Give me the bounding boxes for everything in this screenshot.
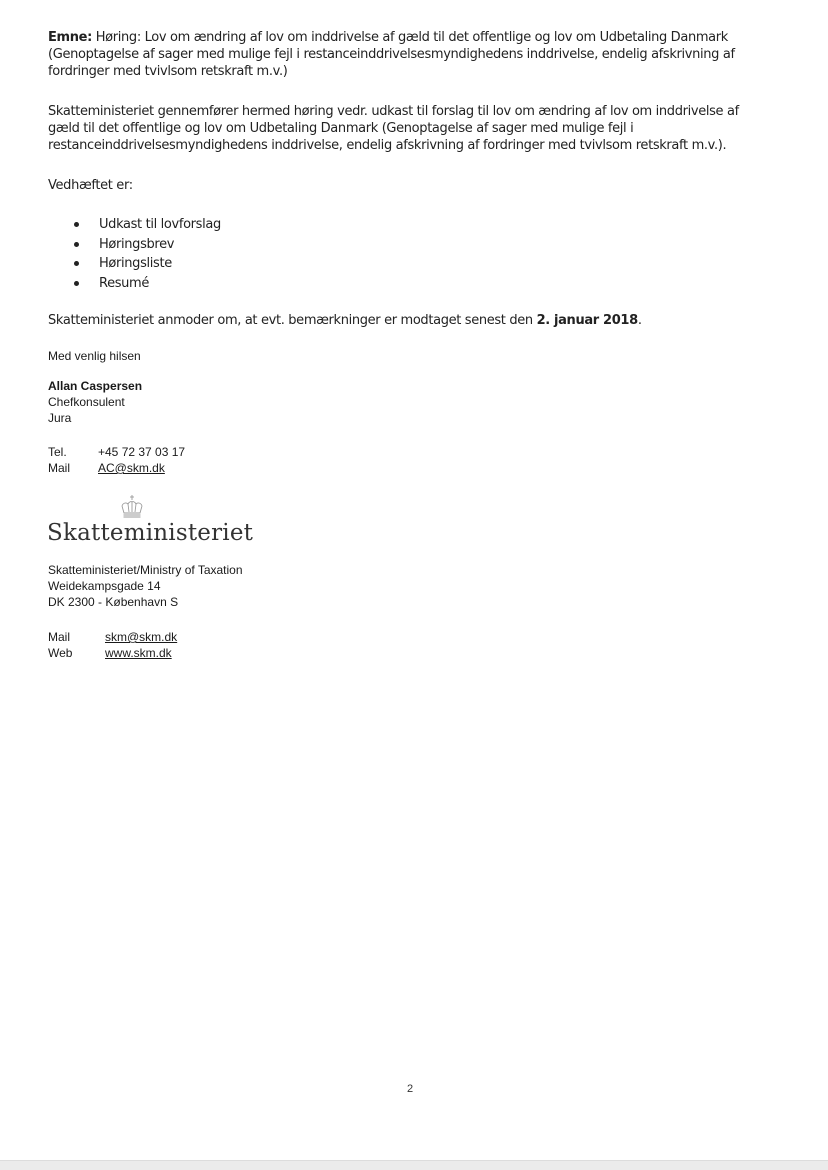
subject-label: Emne:: [48, 30, 92, 45]
phone-label: Tel.: [48, 445, 67, 459]
org-website-link[interactable]: www.skm.dk: [105, 646, 172, 660]
attachment-item: Høringsbrev: [48, 235, 221, 255]
signer-department: Jura: [48, 411, 72, 425]
attachment-item: Udkast til lovforslag: [48, 215, 221, 235]
address-line: DK 2300 - København S: [48, 595, 179, 609]
attachment-item: Høringsliste: [48, 254, 221, 274]
deadline-date: 2. januar 2018: [536, 313, 638, 328]
signature-block: [48, 378, 142, 426]
page-number: 2: [406, 1083, 414, 1095]
organization-mail-row: [48, 629, 177, 645]
request-text: Skatteministeriet anmoder om, at evt. bemærkninger er modtaget senest den: [48, 313, 537, 328]
organization-address: [48, 562, 243, 610]
mail-label: Mail: [48, 461, 71, 475]
attachments-heading: Vedhæftet er:: [48, 178, 133, 193]
org-mail-label: Mail: [48, 630, 71, 644]
signer-email-link[interactable]: AC@skm.dk: [98, 461, 165, 475]
crown-logo-icon: [117, 494, 147, 518]
attachment-item: Resumé: [48, 274, 221, 294]
org-email-link[interactable]: skm@skm.dk: [105, 630, 178, 644]
brand-logo-text: Skatteministeriet: [47, 520, 254, 546]
subject-paragraph: [48, 29, 768, 80]
address-line: Weidekampsgade 14: [48, 579, 161, 593]
subject-text: Høring: Lov om ændring af lov om inddrivelse af gæld til det offentlige og lov om Udbetaling Danmark (Genoptagelse af sager med mulige fejl i restanceinddrivelsesmyndighedens inddrivelse, endelig afskrivning af fordringer med tvivlsom retskraft m.v.): [48, 30, 735, 79]
address-line: Skatteministeriet/Ministry of Taxation: [48, 563, 243, 577]
request-paragraph: [48, 312, 768, 329]
closing-greeting: Med venlig hilsen: [48, 349, 141, 363]
phone-number: +45 72 37 03 17: [98, 445, 186, 459]
intro-paragraph: Skatteministeriet gennemfører hermed høring vedr. udkast til forslag til lov om ændring af lov om inddrivelse af gæld til det offentlige og lov om Udbetaling Danmark (Genoptagelse af sager med mulige fejl i restanceinddrivelsesmyndighedens inddrivelse, endelig afskrivning af fordringer med tvivlsom retskraft m.v.).: [48, 104, 739, 153]
signer-phone-row: [48, 444, 185, 460]
attachments-list: [48, 215, 221, 294]
request-end: .: [637, 313, 642, 328]
signer-mail-row: [48, 460, 165, 476]
signer-title: Chefkonsulent: [48, 395, 125, 409]
org-web-label: Web: [48, 646, 73, 660]
signer-name: Allan Caspersen: [48, 379, 143, 393]
organization-web-row: [48, 645, 172, 661]
